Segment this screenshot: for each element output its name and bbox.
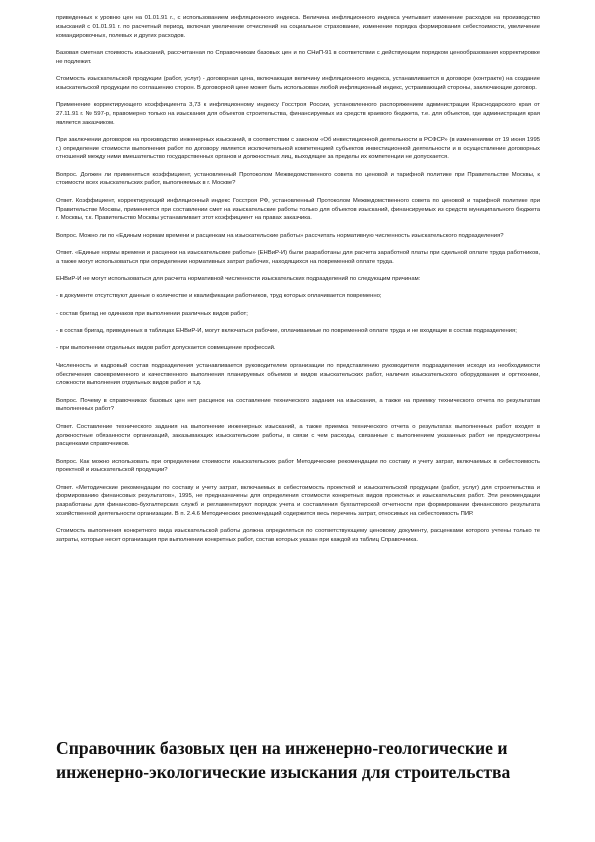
list-item: - состав бригад не одинаков при выполнении различных видов работ; <box>56 310 248 317</box>
paragraph: приведенных к уровню цен на 01.01.91 г., с использованием инфляционного индекса. Величина инфляционного индекса учитывает изменение расходов на производство изысканий с 01.01.91 г. по расчетный период, включая увеличение отчислений на социальное страхование, изменение порядка формирования себестоимости, увеличение командировочных, полевых и других расходов. <box>56 15 540 39</box>
section-heading: Справочник базовых цен на инженерно-геологические и инженерно-экологические изыскания для строительства <box>56 738 511 782</box>
paragraph: При заключении договоров на производство инженерных изысканий, в соответствии с законом «Об инвестиционной деятельности в РСФСР» (в изменениями от 19 июня 1995 г.) определение стоимости выполнения работ по договору является исключительной компетенцией субъектов инвестиционной деятельности и в осуществление договорных отношений между ними вмешательство государственных органов и должностных лиц, выходящее за пределы их компетенции не допускается. <box>56 136 540 161</box>
list-item: - в документе отсутствуют данные о количестве и квалификации работников, труд которых оплачивается повременно; <box>56 293 382 300</box>
answer-paragraph: Ответ. Коэффициент, корректирующий инфляционный индекс Госстроя РФ, установленный Протоколом Межведомственного совета по ценовой и тарифной политике при Правительстве Москвы, применяется при составлении смет на изыскательские работы только для объектов изысканий, финансируемых из средств муниципального бюджета г. Москвы, т.к. Правительство Москвы устанавливает этот коэффициент на правах заказчика. <box>56 197 540 222</box>
answer-paragraph: Ответ. «Единые нормы времени и расценки на изыскательские работы» (ЕНВиР-И) были разработаны для расчета заработной платы при сдельной оплате труда работников, а также могут использоваться при определении нормативных затрат рабочих, находящихся на повременной оплате труда. <box>56 250 540 265</box>
paragraph: Численность и кадровый состав подразделения устанавливается руководителем организации по представлению руководителя подразделения исходя из необходимости обеспечения своевременного и качественного выполнения планируемых объемов и видов изыскательских работ, наличия изыскательского оборудования и оргтехники, сложности выполнения отдельных видов работ и т.д. <box>56 362 540 387</box>
paragraph: Стоимость выполнения конкретного вида изыскательской работы должна определяться по соответствующему ценовому документу, расценками которого учтены только те затраты, которые несет организация при выполнении конкретных работ, состав которых указан при каждой из таблиц Справочника. <box>56 528 540 544</box>
question-paragraph: Вопрос. Можно ли по «Единым нормам времени и расценкам на изыскательские работы» рассчитать нормативную численность изыскательского подразделения? <box>56 232 504 239</box>
paragraph: Применение корректирующего коэффициента 3,73 к инфляционному индексу Госстроя России, установленного распоряжением администрации Краснодарского края от 27.11.91 г. № 597-р, правомерно только на изыскания для объектов строительства, финансируемых из средств краевого бюджета, т.е. для объектов, где администрация края является заказчиком. <box>56 102 540 126</box>
list-item: - при выполнении отдельных видов работ допускается совмещение профессий. <box>56 345 276 352</box>
question-paragraph: Вопрос. Как можно использовать при определении стоимости изыскательских работ Методические рекомендации по составу и учету затрат, включаемых в себестоимость проектной и изыскательской продукции? <box>56 458 540 474</box>
answer-paragraph: Ответ. Составление технического задания на выполнение инженерных изысканий, а также приемка технического отчета о результатах выполненных работ входят в должностные обязанности организаций, заказывающих изыскательские работы, в связи с чем расходы, связанные с выполнением указанных работ не предусмотрены расценками справочников. <box>56 423 540 448</box>
paragraph: ЕНВиР-И не могут использоваться для расчета нормативной численности изыскательских подразделений по следующим причинам: <box>56 276 421 283</box>
answer-paragraph: Ответ. «Методические рекомендации по составу и учету затрат, включаемых в себестоимость проектной и изыскательской продукции (работ, услуг) для строительства и формированию финансовых результатов», 1995, не предназначены для определения стоимости конкретных видов проектных и изыскательских работ. Эти рекомендации разработаны для финансово-бухгалтерских служб и регламентируют порядок учета и составления бухгалтерской отчетности при формировании финансового результата хозяйственной деятельности организации. В п. 2.4.6 Методических рекомендаций содержится весь перечень затрат, относимых на себестоимость ПИР. <box>56 484 540 517</box>
question-paragraph: Вопрос. Почему в справочниках базовых цен нет расценок на составление технического задания на изыскания, а также на приемку технического отчета по результатам выполненных работ? <box>56 397 540 413</box>
list-item: - в состав бригад, приведенных в таблицах ЕНВиР-И, могут включаться рабочие, оплачиваемые по повременной оплате труда и не входящие в состав подразделения; <box>56 328 517 335</box>
paragraph: Стоимость изыскательской продукции (работ, услуг) - договорная цена, включающая величину инфляционного индекса, устанавливается в договоре (контракте) на создание изыскательской продукции по соглашению сторон. В договорной цене может быть использован любой инфляционный индекс, устраивающий стороны, заключающие договор. <box>56 75 540 91</box>
paragraph: Базовая сметная стоимость изысканий, рассчитанная по Справочникам базовых цен и по СНиП-91 в соответствии с действующим порядком ценообразования корректировке не подлежит. <box>56 49 540 65</box>
question-paragraph: Вопрос. Должен ли применяться коэффициент, установленный Протоколом Межведомственного совета по ценовой и тарифной политике при Правительстве Москвы, к стоимости всех изыскательских работ, выполняемых в г. Москве? <box>56 171 540 187</box>
document-body <box>56 14 540 553</box>
